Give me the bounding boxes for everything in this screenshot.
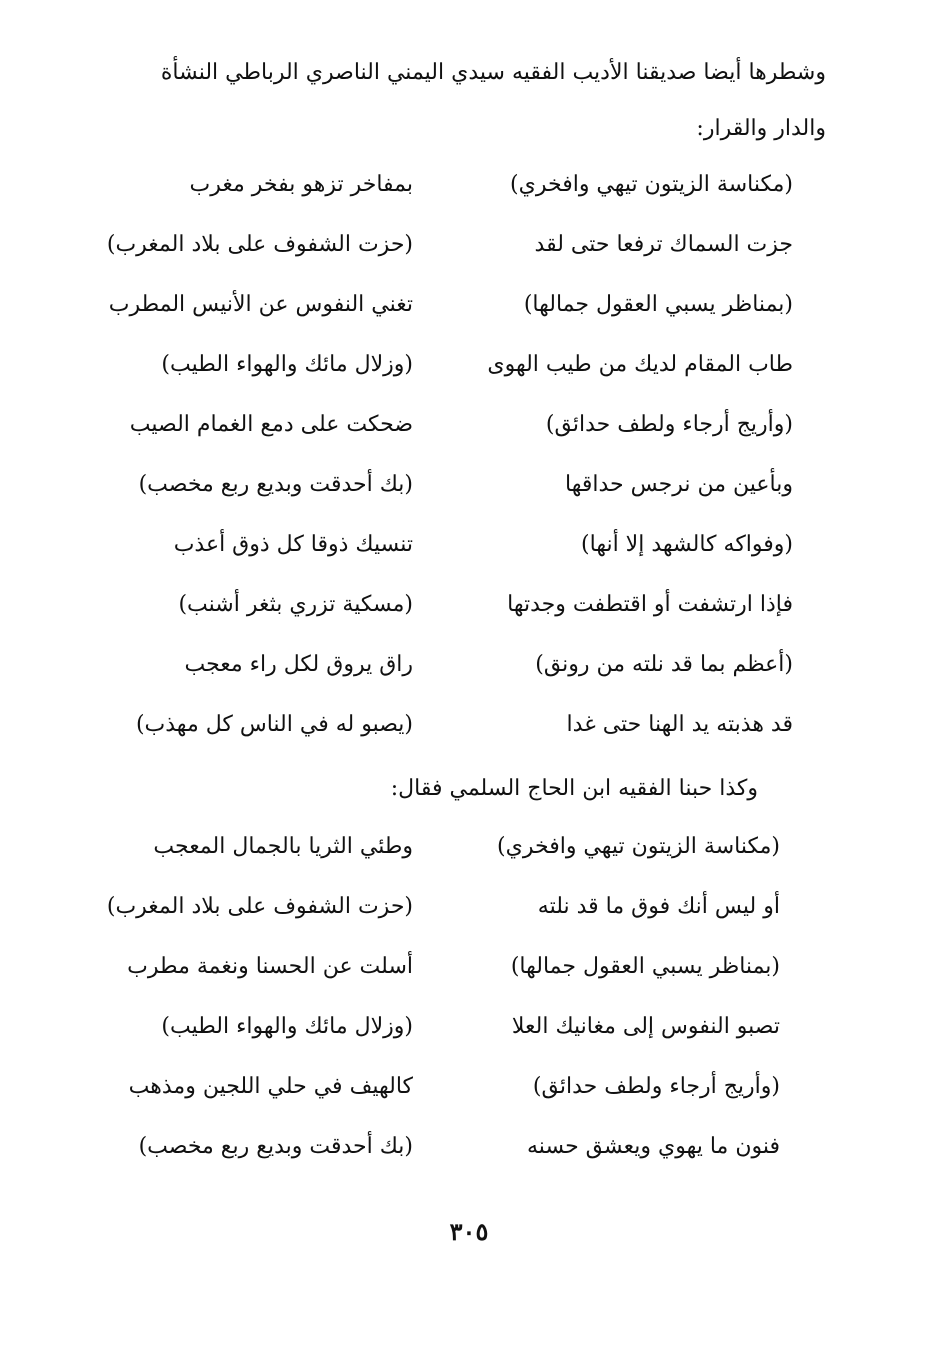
poem-2-verse <box>0 1007 938 1047</box>
verse-first-hemistich: (بمناظر يسبي العقول جمالها) <box>510 954 780 979</box>
verse-first-hemistich: (مكناسة الزيتون تيهي وافخري) <box>497 834 780 859</box>
poem-2-verse <box>0 1127 938 1167</box>
poem-1-verse <box>0 465 938 505</box>
verse-first-hemistich: تصبو النفوس إلى مغانيك العلا <box>511 1014 780 1039</box>
verse-first-hemistich: (وأريج أرجاء ولطف حدائق) <box>532 1074 780 1099</box>
poem-2-verse <box>0 827 938 867</box>
verse-first-hemistich: فنون ما يهوي ويعشق حسنه <box>527 1134 780 1159</box>
verse-first-hemistich: (وأريج أرجاء ولطف حدائق) <box>545 412 793 437</box>
verse-first-hemistich: فإذا ارتشفت أو اقتطفت وجدتها <box>507 592 793 617</box>
poem-1-verse <box>0 585 938 625</box>
poem-1-verse <box>0 165 938 205</box>
verse-first-hemistich: قد هذبته يد الهنا حتى غدا <box>566 712 793 737</box>
poem-1-verse <box>0 405 938 445</box>
verse-first-hemistich: (بمناظر يسبي العقول جمالها) <box>523 292 793 317</box>
verse-second-hemistich: راق يروق لكل راء معجب <box>184 652 413 677</box>
verse-first-hemistich: طاب المقام لديك من طيب الهوى <box>487 352 793 377</box>
verse-second-hemistich: (يصبو له في الناس كل مهذب) <box>135 712 413 737</box>
verse-second-hemistich: (مسكية تزري بثغر أشنب) <box>178 592 413 617</box>
poem-2-verse <box>0 947 938 987</box>
intro-line-2: والدار والقرار: <box>696 116 826 141</box>
verse-second-hemistich: بمفاخر تزهو بفخر مغرب <box>189 172 413 197</box>
poem-1-verse <box>0 705 938 745</box>
poem-1-verse <box>0 345 938 385</box>
poem-2-verse <box>0 1067 938 1107</box>
verse-second-hemistich: (وزلال مائك والهواء الطيب) <box>161 352 413 377</box>
verse-second-hemistich: (حزت الشفوف على بلاد المغرب) <box>106 894 413 919</box>
verse-first-hemistich: (مكناسة الزيتون تيهي وافخري) <box>510 172 793 197</box>
poem-2-verse <box>0 887 938 927</box>
intro-line-3: وكذا حبنا الفقيه ابن الحاج السلمي فقال: <box>390 776 758 801</box>
poem-1-verse <box>0 285 938 325</box>
verse-first-hemistich: (أعظم بما قد نلته من رونق) <box>535 652 793 677</box>
verse-first-hemistich: جزت السماك ترفعا حتى لقد <box>534 232 793 257</box>
verse-first-hemistich: أو ليس أنك فوق ما قد نلته <box>537 894 780 919</box>
page-number: ٣٠٥ <box>449 1217 489 1246</box>
verse-second-hemistich: تنسيك ذوقا كل ذوق أعذب <box>173 532 413 557</box>
intro-line-1: وشطرها أيضا صديقنا الأديب الفقيه سيدي اليمني الناصري الرباطي النشأة <box>160 60 826 85</box>
poem-1-verse <box>0 225 938 265</box>
verse-second-hemistich: وطئي الثريا بالجمال المعجب <box>153 834 413 859</box>
verse-second-hemistich: كالهيف في حلي اللجين ومذهب <box>128 1074 413 1099</box>
poem-1-verse <box>0 645 938 685</box>
verse-second-hemistich: (بك أحدقت وبديع ربع مخصب) <box>138 1134 413 1159</box>
verse-second-hemistich: (حزت الشفوف على بلاد المغرب) <box>106 232 413 257</box>
verse-second-hemistich: تغني النفوس عن الأنيس المطرب <box>108 292 413 317</box>
verse-second-hemistich: (بك أحدقت وبديع ربع مخصب) <box>138 472 413 497</box>
poem-1-verse <box>0 525 938 565</box>
verse-first-hemistich: وبأعين من نرجس حداقها <box>564 472 793 497</box>
verse-second-hemistich: أسلت عن الحسنا ونغمة مطرب <box>127 954 413 979</box>
verse-second-hemistich: ضحكت على دمع الغمام الصيب <box>129 412 413 437</box>
verse-second-hemistich: (وزلال مائك والهواء الطيب) <box>161 1014 413 1039</box>
verse-first-hemistich: (وفواكه كالشهد إلا أنها) <box>581 532 793 557</box>
